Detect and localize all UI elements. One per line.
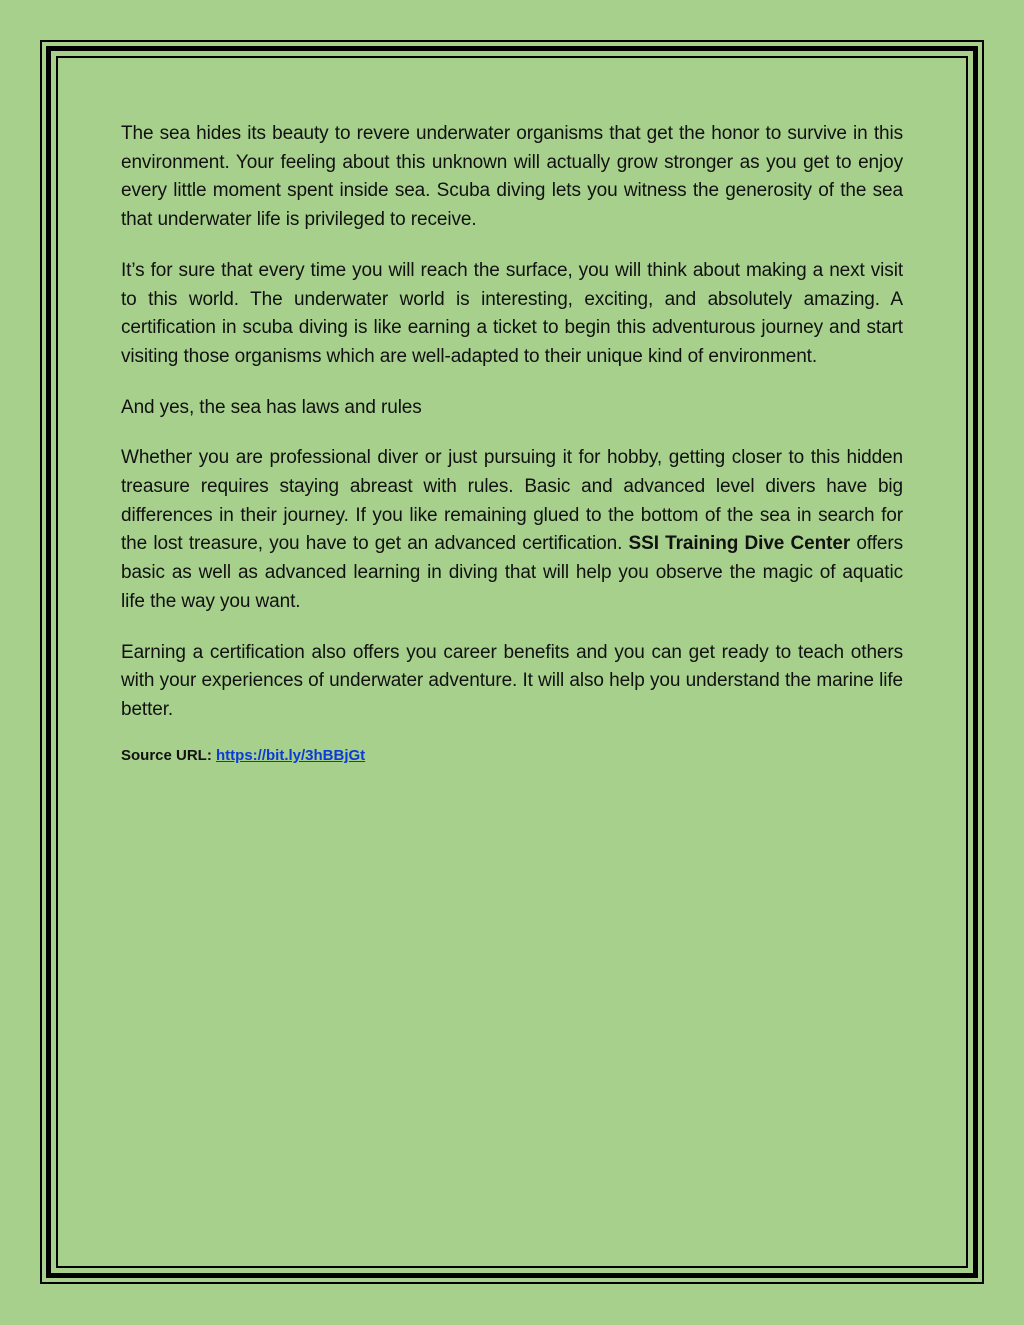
source-label: Source URL: — [121, 746, 217, 764]
paragraph-5: Earning a certification also offers you career benefits and you can get ready to teach others with your experiences of underwater adventure. It will also help you understand the marine life better. — [121, 641, 903, 720]
paragraph-3: And yes, the sea has laws and rules — [121, 396, 422, 418]
dive-center-name: SSI Training Dive Center — [628, 533, 851, 555]
paragraph-4-text-after: offers basic as well as advanced learning in diving that will help you observe the magic of aquatic life the way you want. — [121, 533, 903, 612]
paragraph-4-text-before: Whether you are professional diver or just pursuing it for hobby, getting closer to this hidden treasure requires staying abreast with rules. Basic and advanced level divers have big differences in their journey. If you like remaining glued to the bottom of the sea in search for the lost treasure, you have to get an advanced certification. — [121, 447, 903, 555]
source-link[interactable]: https://bit.ly/3hBBjGt — [216, 746, 366, 764]
paragraph-4 — [121, 444, 903, 616]
document-body — [121, 120, 903, 764]
paragraph-1: The sea hides its beauty to revere underwater organisms that get the honor to survive in this environment. Your feeling about this unknown will actually grow stronger as you get to enjoy every little moment spent inside sea. Scuba diving lets you witness the generosity of the sea that underwater life is privileged to receive. — [121, 123, 903, 231]
source-line — [121, 747, 903, 764]
paragraph-2: It’s for sure that every time you will reach the surface, you will think about making a next visit to this world. The underwater world is interesting, exciting, and absolutely amazing. A certification in scuba diving is like earning a ticket to begin this adventurous journey and start visiting those organisms which are well-adapted to their unique kind of environment. — [121, 259, 903, 367]
